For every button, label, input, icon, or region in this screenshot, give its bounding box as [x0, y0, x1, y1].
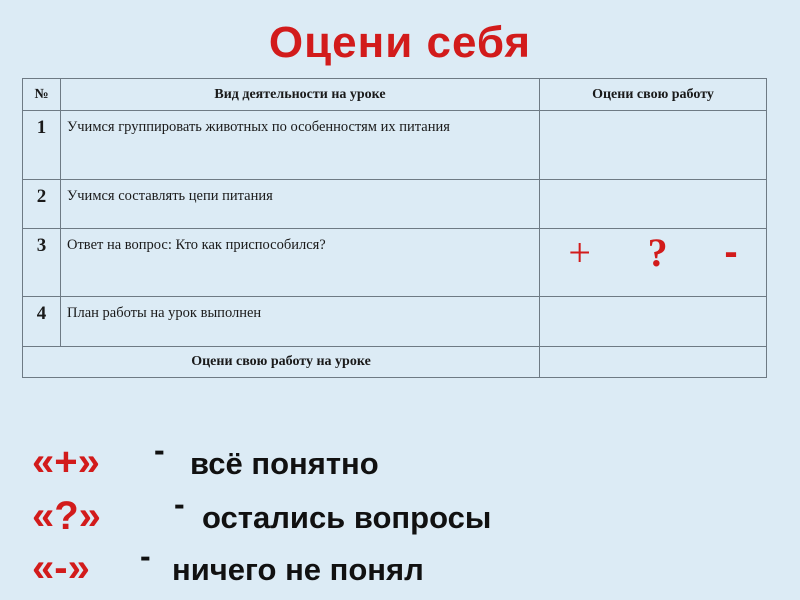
- legend-dash: -: [174, 486, 185, 522]
- table-row: [23, 111, 767, 180]
- legend-text: ничего не понял: [172, 552, 424, 587]
- header-number: №: [23, 79, 61, 111]
- footer-label: Оцени свою работу на уроке: [23, 347, 540, 378]
- row-number: 4: [23, 297, 61, 347]
- plus-mark: +: [568, 229, 591, 275]
- legend-dash: -: [154, 432, 165, 468]
- header-activity: Вид деятельности на уроке: [61, 79, 540, 111]
- row-number: 1: [23, 111, 61, 180]
- row-number: 2: [23, 180, 61, 229]
- legend-dash: -: [140, 538, 151, 574]
- table-header-row: [23, 79, 767, 111]
- row-number: 3: [23, 229, 61, 297]
- rating-cell[interactable]: [540, 111, 767, 180]
- question-mark: ?: [647, 229, 668, 275]
- row-activity: Учимся группировать животных по особенностям их питания: [61, 111, 540, 180]
- legend-symbol: «?»: [32, 494, 101, 538]
- rating-cell[interactable]: [540, 180, 767, 229]
- minus-mark: -: [724, 229, 738, 274]
- table-row: [23, 180, 767, 229]
- row-activity: Учимся составлять цепи питания: [61, 180, 540, 229]
- legend-symbol: «-»: [32, 546, 90, 590]
- table-row: [23, 297, 767, 347]
- row-activity: План работы на урок выполнен: [61, 297, 540, 347]
- legend-text: всё понятно: [190, 446, 379, 481]
- legend-text: остались вопросы: [202, 500, 492, 535]
- rating-cell[interactable]: [540, 347, 767, 378]
- header-rating: Оцени свою работу: [540, 79, 767, 111]
- legend-symbol: «+»: [32, 440, 100, 484]
- page-title: Оцени себя: [268, 18, 532, 67]
- rating-marks: [540, 228, 766, 276]
- row-activity: Ответ на вопрос: Кто как приспособился?: [61, 229, 540, 297]
- rating-cell[interactable]: [540, 297, 767, 347]
- table-footer-row: [23, 347, 767, 378]
